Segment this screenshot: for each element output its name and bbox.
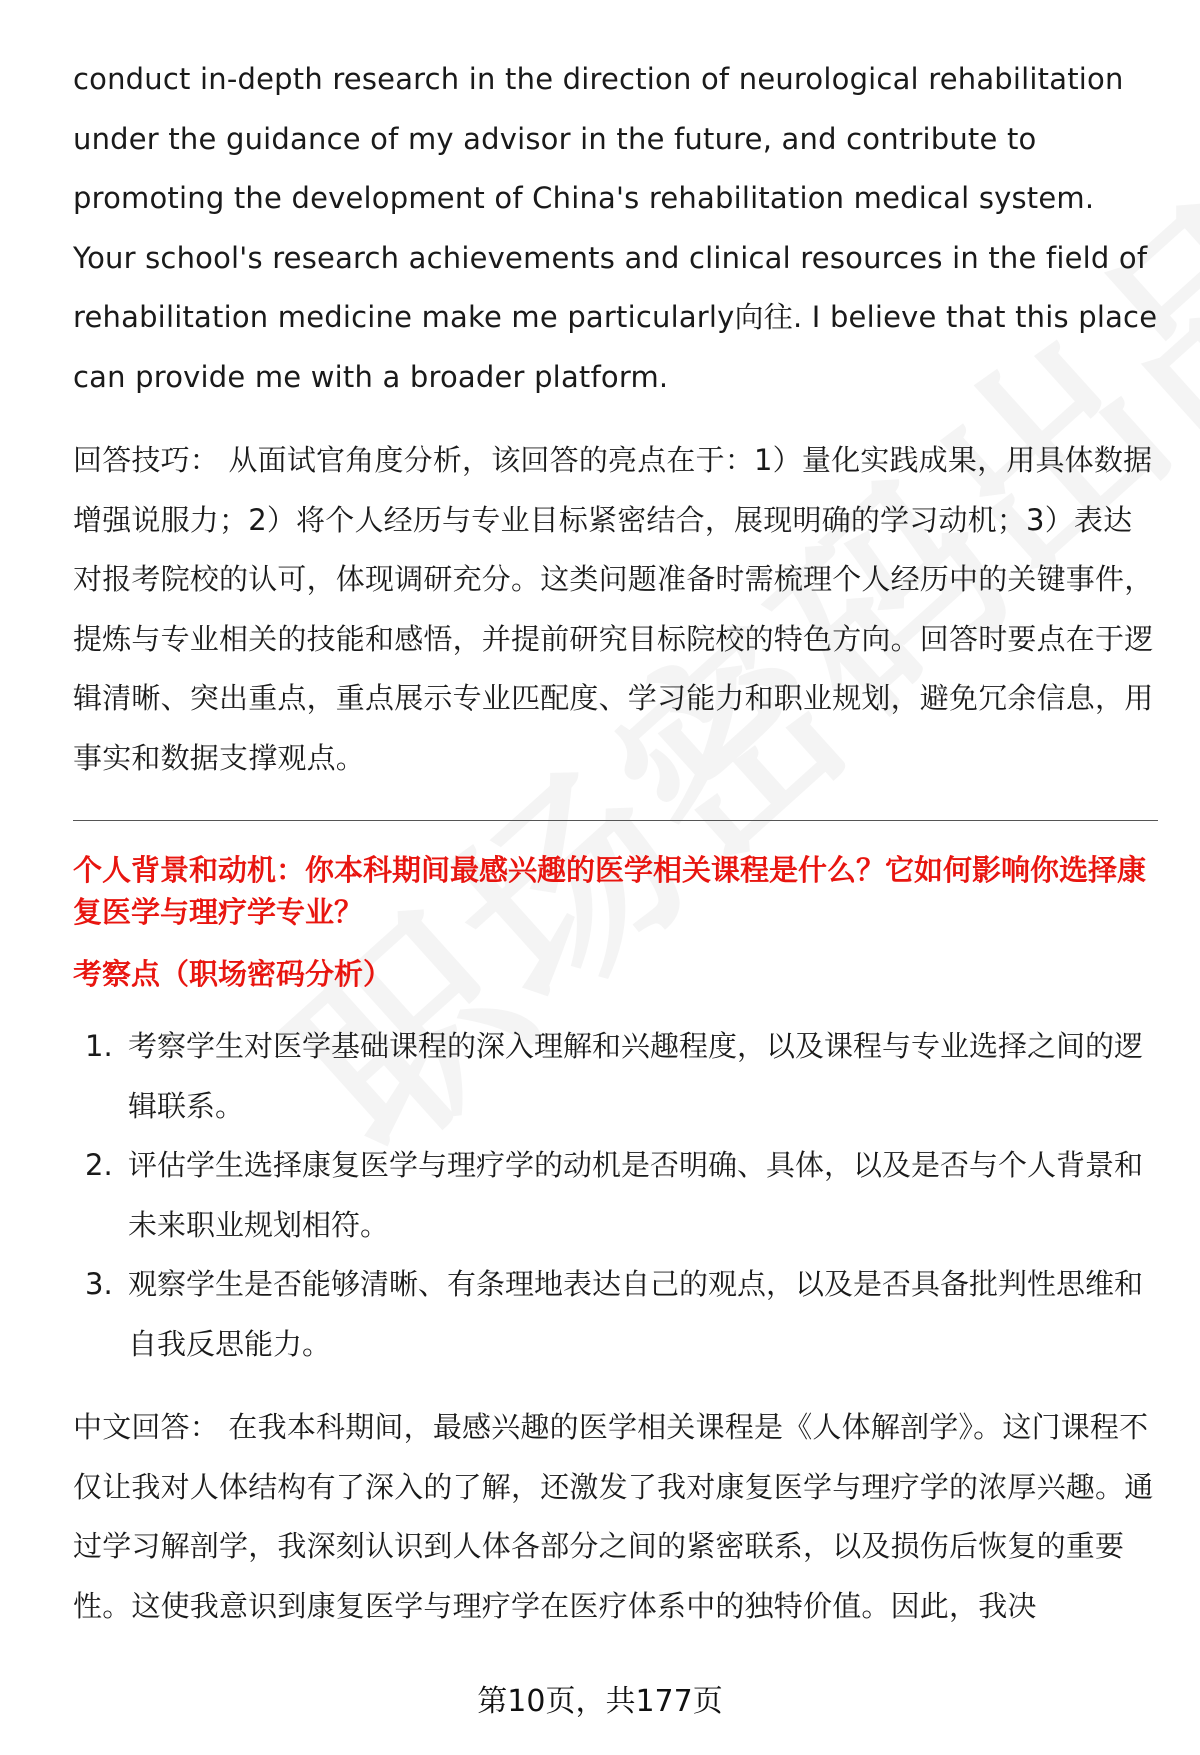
- page-number-footer: 第10页，共177页: [477, 1684, 723, 1719]
- list-item-number: 2.: [85, 1148, 113, 1182]
- list-item-text: 考察学生对医学基础课程的深入理解和兴趣程度，以及课程与专业选择之间的逻辑联系。: [128, 1029, 1144, 1123]
- list-item-number: 3.: [85, 1267, 113, 1301]
- list-item: [73, 1255, 1158, 1374]
- section-divider: [73, 820, 1158, 821]
- question-heading: 个人背景和动机：你本科期间最感兴趣的医学相关课程是什么？它如何影响你选择康复医学与理疗学专业？: [73, 853, 1147, 929]
- document-page: [73, 50, 1158, 1636]
- assessment-points-list: [73, 1017, 1158, 1374]
- list-item-number: 1.: [85, 1029, 113, 1063]
- answer-tips-paragraph: 回答技巧： 从面试官角度分析，该回答的亮点在于：1）量化实践成果，用具体数据增强说服力；2）将个人经历与专业目标紧密结合，展现明确的学习动机；3）表达对报考院校的认可，体现调研充分。这类问题准备时需梳理个人经历中的关键事件，提炼与专业相关的技能和感悟，并提前研究目标院校的特色方向。回答时要点在于逻辑清晰、突出重点，重点展示专业匹配度、学习能力和职业规划，避免冗余信息，用事实和数据支撑观点。: [73, 443, 1154, 775]
- intro-paragraph: conduct in-depth research in the direction of neurological rehabilitation under the guidance of my advisor in the future, and contribute to promoting the development of China's rehabilitation medical system. Your school's research achievements and clinical resources in the field of rehabilitation medicine make me particularly向往. I believe that this place can provide me with a broader platform.: [73, 62, 1158, 394]
- chinese-answer-paragraph: 中文回答： 在我本科期间，最感兴趣的医学相关课程是《人体解剖学》。这门课程不仅让我对人体结构有了深入的了解，还激发了我对康复医学与理疗学的浓厚兴趣。通过学习解剖学，我深刻认识到人体各部分之间的紧密联系，以及损伤后恢复的重要性。这使我意识到康复医学与理疗学在医疗体系中的独特价值。因此，我决: [73, 1410, 1154, 1623]
- list-item: [73, 1136, 1158, 1255]
- assessment-points-heading: 考察点（职场密码分析）: [73, 957, 393, 991]
- list-item-text: 观察学生是否能够清晰、有条理地表达自己的观点，以及是否具备批判性思维和自我反思能力。: [128, 1267, 1144, 1361]
- list-item: [73, 1017, 1158, 1136]
- list-item-text: 评估学生选择康复医学与理疗学的动机是否明确、具体，以及是否与个人背景和未来职业规划相符。: [128, 1148, 1144, 1242]
